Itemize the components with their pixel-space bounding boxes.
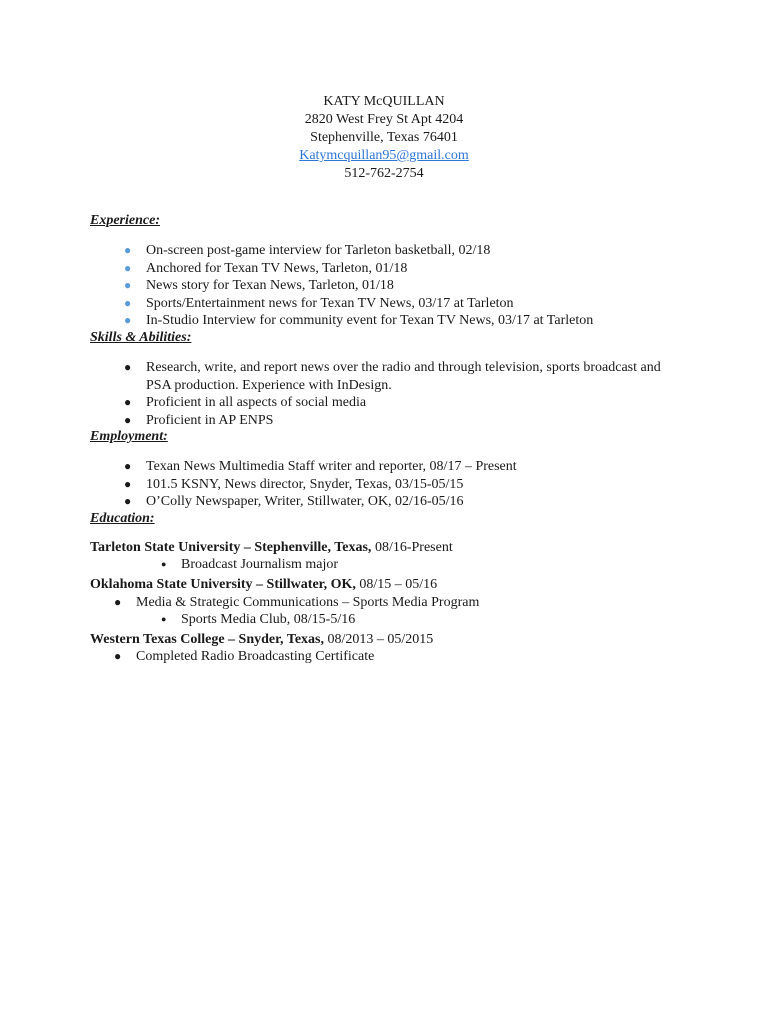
phone-number: 512-762-2754 [344,166,424,181]
bullet-icon: ● [124,459,132,473]
list-item: ● In-Studio Interview for community event for Texan TV News, 03/17 at Tarleton [124,313,594,328]
list-item: ● Proficient in AP ENPS [124,412,274,428]
bullet-icon: ● [124,360,132,374]
list-item: ● Texan News Multimedia Staff writer and reporter, 08/17 – Present [124,459,517,474]
school-dates: 08/2013 – 05/2015 [324,632,434,647]
list-item: ● 101.5 KSNY, News director, Snyder, Texas, 03/15-05/15 [124,476,464,492]
list-item: ● Media & Strategic Communications – Sports Media Program [114,595,480,610]
employment-heading: Employment: [90,429,168,444]
education-heading: Education: [90,511,155,526]
school-name: Western Texas College – Snyder, Texas, [90,632,325,647]
list-item: ● Broadcast Journalism major [161,557,339,572]
list-item: ● News story for Texan News, Tarleton, 01/18 [124,278,394,293]
bullet-icon: ● [124,295,132,310]
list-item: ● Proficient in all aspects of social media [124,395,367,410]
list-item: ● Completed Radio Broadcasting Certificate [114,649,375,664]
applicant-name: KATY McQUILLAN [323,94,445,109]
bullet-icon: ● [124,243,132,257]
list-item: ● On-screen post-game interview for Tarleton basketball, 02/18 [124,243,491,258]
school-details [114,648,375,666]
skills-list [124,359,666,429]
employment-list [124,458,517,511]
experience-heading: Experience: [90,213,160,228]
experience-list [124,242,594,330]
school-entry [90,631,433,649]
bullet-icon: ● [114,649,122,663]
email-link[interactable]: Katymcquillan95@gmail.com [299,148,469,163]
list-item: ● Sports Media Club, 08/15-5/16 [161,612,356,627]
school-details [114,594,480,612]
list-item: ● O’Colly Newspaper, Writer, Stillwater, OK, 02/16-05/16 [124,494,464,509]
bullet-icon: ● [124,260,132,275]
skills-heading: Skills & Abilities: [90,330,192,345]
bullet-icon: ● [161,614,167,624]
address-line-1: 2820 West Frey St Apt 4204 [304,112,464,127]
bullet-icon: ● [114,595,122,609]
bullet-icon: ● [161,559,167,569]
school-entry [90,576,437,594]
list-item: ● Anchored for Texan TV News, Tarleton, 01/18 [124,260,408,276]
list-item: ● Research, write, and report news over the radio and through television, sports broadcast and PSA production. Experience with InDesign. [124,360,661,393]
bullet-icon: ● [124,278,132,292]
school-name: Oklahoma State University – Stillwater, OK, [90,577,356,592]
address-line-2: Stephenville, Texas 76401 [310,130,458,145]
school-details [161,556,339,574]
school-dates: 08/16-Present [371,540,453,555]
school-name: Tarleton State University – Stephenville, Texas, [90,540,372,555]
bullet-icon: ● [124,395,132,409]
contact-header [0,93,768,183]
list-item: ● Sports/Entertainment news for Texan TV News, 03/17 at Tarleton [124,295,514,311]
bullet-icon: ● [124,494,132,508]
school-details [161,611,356,629]
bullet-icon: ● [124,412,132,427]
school-dates: 08/15 – 05/16 [355,577,438,592]
school-entry [90,539,453,557]
bullet-icon: ● [124,313,132,327]
bullet-icon: ● [124,476,132,491]
